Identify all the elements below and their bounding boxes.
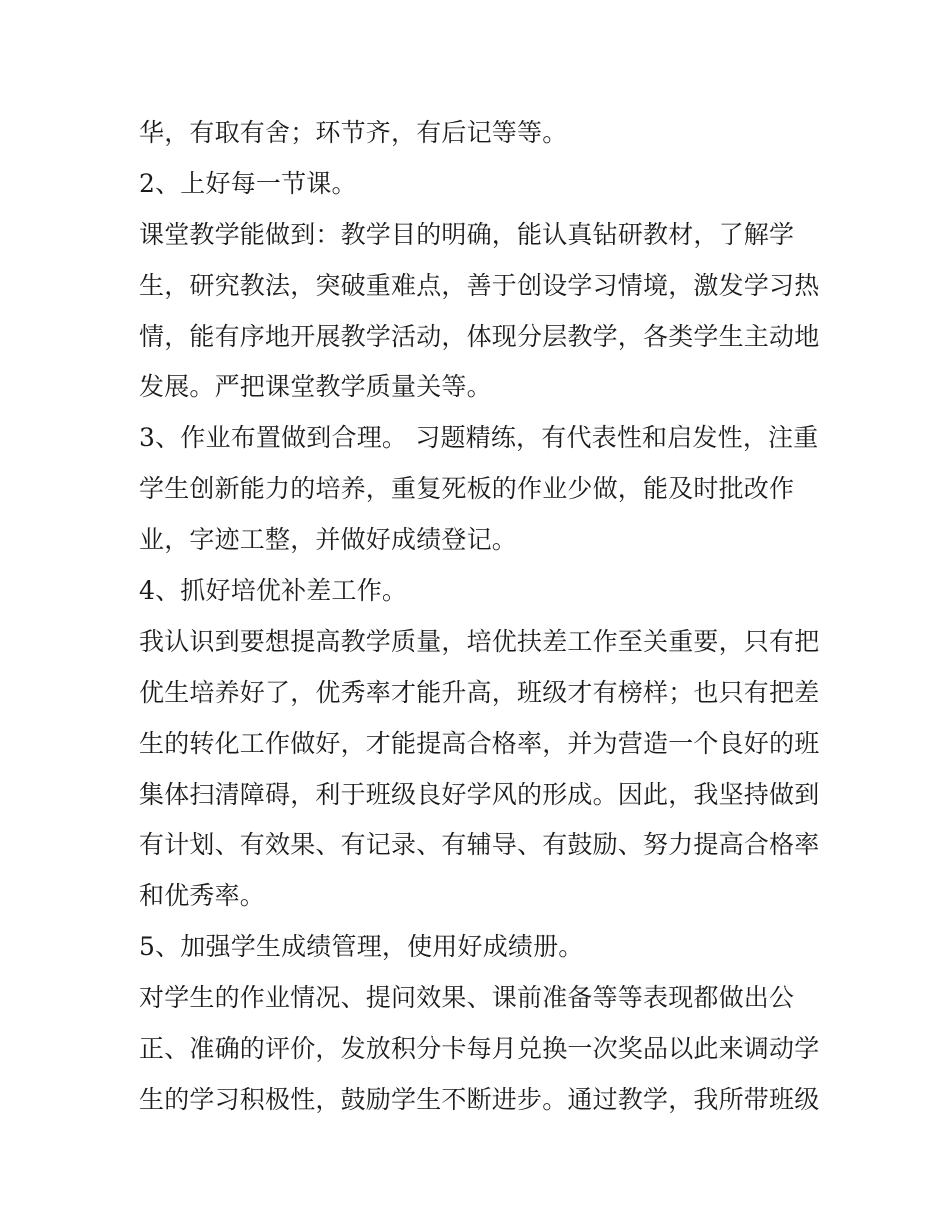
text-line: 我认识到要想提高教学质量，培优扶差工作至关重要，只有把 <box>139 626 820 656</box>
text-line: 生，研究教法，突破重难点，善于创设学习情境，激发学习热 <box>139 270 820 300</box>
text-line: 课堂教学能做到：教学目的明确，能认真钻研教材，了解学 <box>139 219 795 249</box>
text-line: 正、准确的评价，发放积分卡每月兑换一次奖品以此来调动学 <box>139 1034 820 1064</box>
text-line: 优生培养好了，优秀率才能升高，班级才有榜样；也只有把差 <box>139 677 820 707</box>
section-heading-3: 3、作业布置做到合理。 习题精练，有代表性和启发性，注重 <box>139 423 819 453</box>
document-body <box>139 108 839 1126</box>
text-line: 情，能有序地开展教学活动，体现分层教学，各类学生主动地 <box>139 321 820 351</box>
text-line: 集体扫清障碍，利于班级良好学风的形成。因此，我坚持做到 <box>139 779 820 809</box>
text-line: 华，有取有舍；环节齐，有后记等等。 <box>139 118 568 147</box>
text-line: 有计划、有效果、有记录、有辅导、有鼓励、努力提高合格率 <box>139 830 820 860</box>
text-line: 和优秀率。 <box>139 881 266 911</box>
text-line: 生的学习积极性，鼓励学生不断进步。通过教学，我所带班级 <box>139 1084 820 1114</box>
text-line: 发展。严把课堂教学质量关等。 <box>139 372 492 402</box>
text-line: 对学生的作业情况、提问效果、课前准备等等表现都做出公 <box>139 983 795 1013</box>
section-heading-2: 2、上好每一节课。 <box>139 168 357 198</box>
section-heading-4: 4、抓好培优补差工作。 <box>139 576 408 606</box>
section-heading-5: 5、加强学生成绩管理，使用好成绩册。 <box>139 932 584 962</box>
text-line: 学生创新能力的培养，重复死板的作业少做，能及时批改作 <box>139 474 795 504</box>
text-line: 生的转化工作做好，才能提高合格率，并为营造一个良好的班 <box>139 728 820 758</box>
text-line: 业，字迹工整，并做好成绩登记。 <box>139 525 518 555</box>
